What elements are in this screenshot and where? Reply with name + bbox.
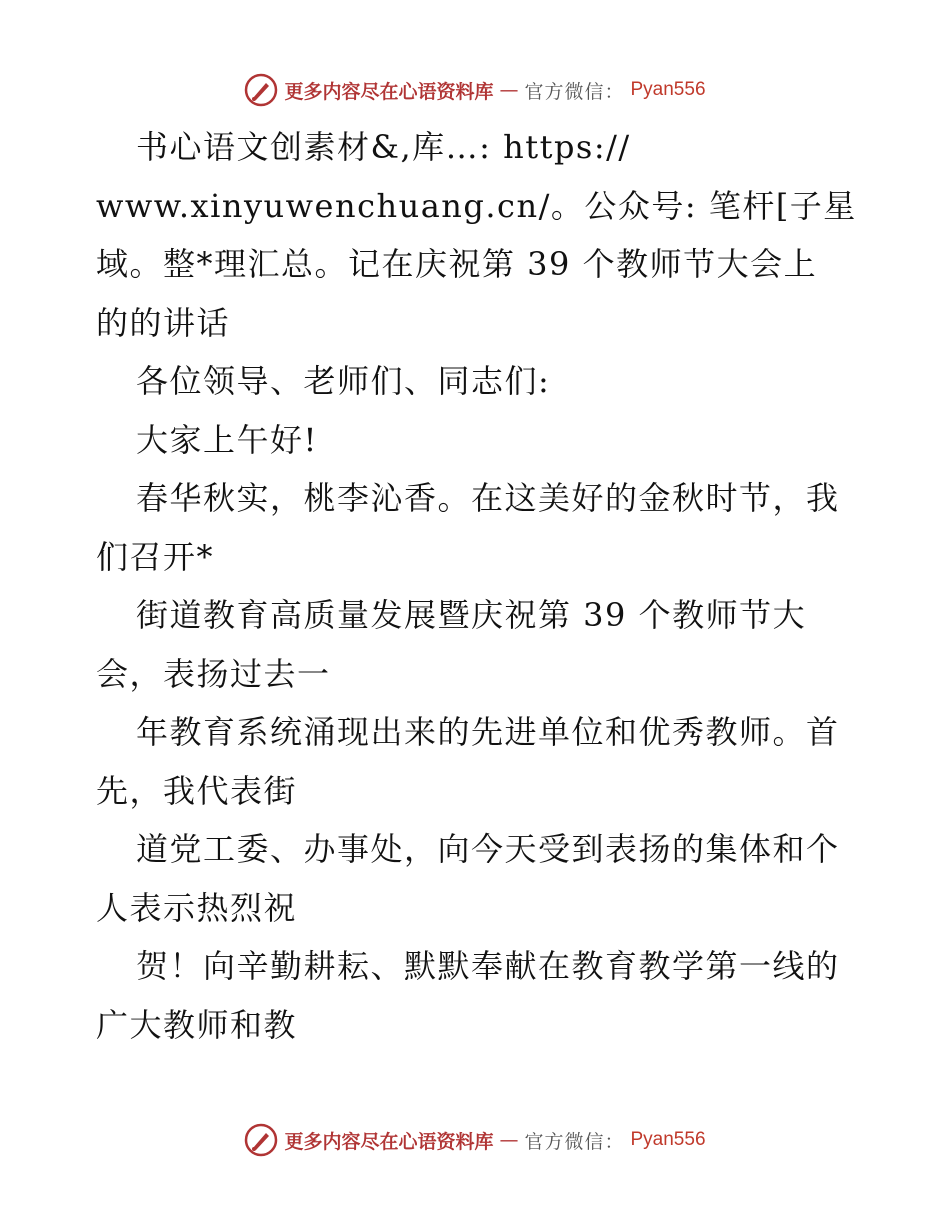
banner-wechat-id: Pyan556 xyxy=(630,79,706,100)
body-line: 书心语文创素材&,库…: https:// xyxy=(136,128,631,166)
body-line: 会，表扬过去一 xyxy=(96,654,331,693)
body-line: 广大教师和教 xyxy=(96,1005,298,1044)
body-line: www.xinyuwenchuang.cn/。公众号: 笔杆[子星 xyxy=(96,186,857,225)
pen-seal-logo-icon xyxy=(244,1123,278,1157)
body-line: 道党工委、办事处，向今天受到表扬的集体和个 xyxy=(136,830,840,868)
body-line: 贺！向辛勤耕耘、默默奉献在教育教学第一线的 xyxy=(136,947,840,985)
body-line: 年教育系统涌现出来的先进单位和优秀教师。首 xyxy=(136,713,840,751)
banner-brand-text: 更多内容尽在心语资料库 xyxy=(284,80,494,103)
footer-banner xyxy=(0,1120,950,1160)
body-line: 大家上午好! xyxy=(136,420,318,459)
body-line: 们召开* xyxy=(96,537,215,576)
body-line: 各位领导、老师们、同志们: xyxy=(136,362,551,400)
banner-wechat-id: Pyan556 xyxy=(630,1129,706,1150)
body-line: 的的讲话 xyxy=(96,303,231,342)
pen-seal-logo-icon xyxy=(244,73,278,107)
body-line: 春华秋实，桃李沁香。在这美好的金秋时节，我 xyxy=(136,479,840,517)
body-line: 街道教育高质量发展暨庆祝第 39 个教师节大 xyxy=(136,596,807,634)
banner-separator: — xyxy=(499,1129,519,1151)
body-line: 先，我代表街 xyxy=(96,771,298,810)
document-body xyxy=(96,118,866,1054)
body-line: 域。整*理汇总。记在庆祝第 39 个教师节大会上 xyxy=(96,245,818,283)
banner-official-label: 官方微信： xyxy=(524,1130,625,1153)
body-line: 人表示热烈祝 xyxy=(96,888,298,927)
banner-brand-text: 更多内容尽在心语资料库 xyxy=(284,1130,494,1153)
banner-separator: — xyxy=(499,79,519,101)
header-banner xyxy=(0,70,950,110)
banner-official-label: 官方微信： xyxy=(524,80,625,103)
